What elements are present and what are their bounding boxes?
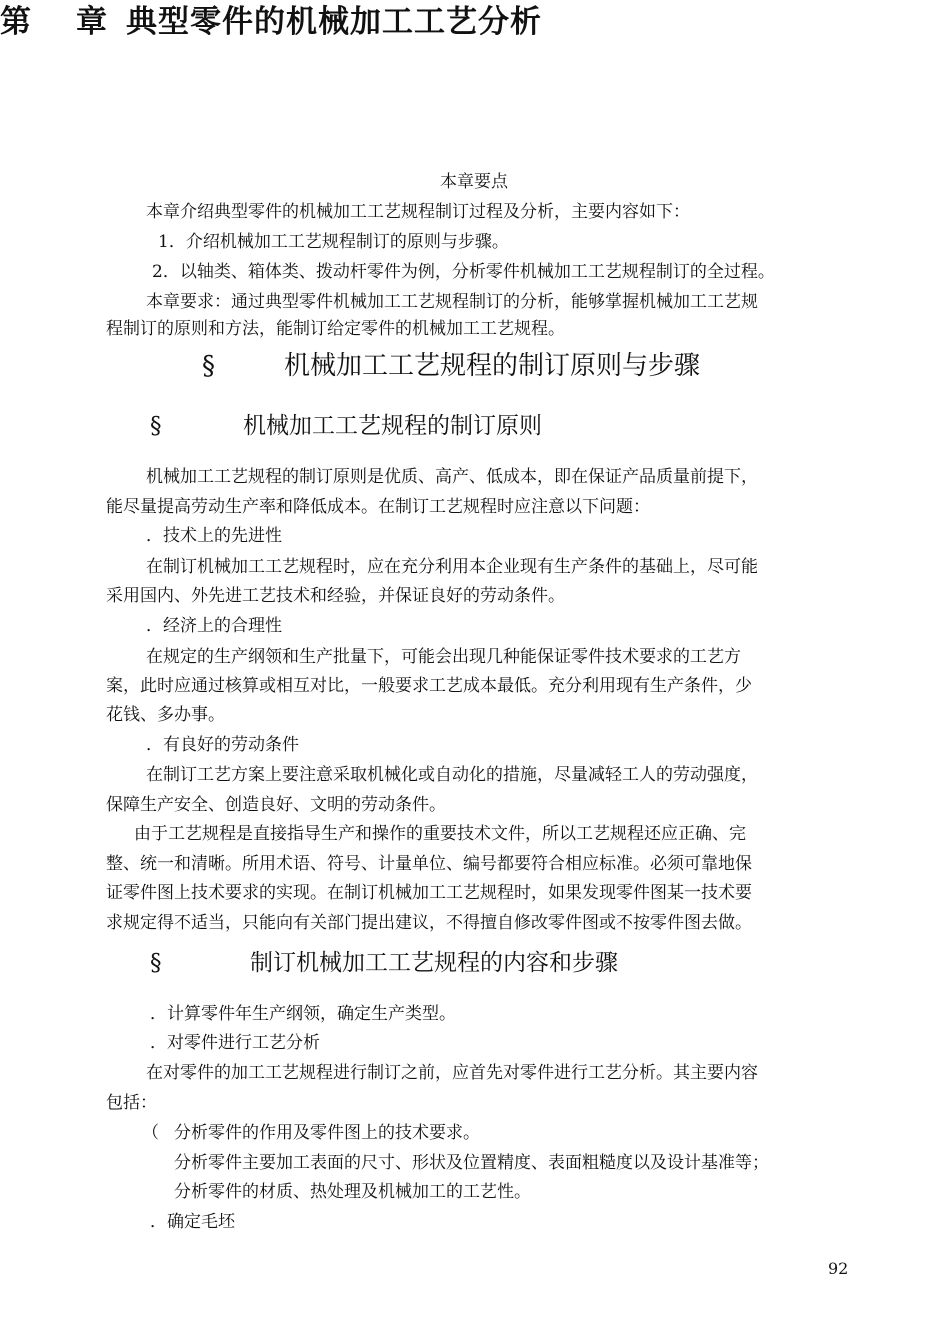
principle-1-line-2: 采用国内、外先进工艺技术和经验，并保证良好的劳动条件。 xyxy=(106,586,565,606)
chapter-title-text: 典型零件的机械加工工艺分析 xyxy=(126,4,542,40)
analysis-item-1: 分析零件的作用及零件图上的技术要求。 xyxy=(174,1123,480,1143)
section-1-2-mark: § xyxy=(150,950,162,976)
key-points-heading: 本章要点 xyxy=(440,172,508,192)
principle-paragraph-line-2: 能尽量提高劳动生产率和降低成本。在制订工艺规程时应注意以下问题： xyxy=(106,497,650,517)
standards-paragraph-line-2: 整、统一和清晰。所用术语、符号、计量单位、编号都要符合相应标准。必须可靠地保 xyxy=(106,854,752,874)
principle-1-heading: ．技术上的先进性 xyxy=(146,526,282,546)
principle-2-line-3: 花钱、多办事。 xyxy=(106,705,225,725)
analysis-item-marker: （ xyxy=(142,1123,159,1143)
step-2-heading: ．对零件进行工艺分析 xyxy=(150,1033,320,1053)
principle-2-line-1: 在规定的生产纲领和生产批量下，可能会出现几种能保证零件技术要求的工艺方 xyxy=(146,647,741,667)
chapter-prefix: 第 xyxy=(0,4,32,40)
section-1-1-mark: § xyxy=(150,413,162,439)
step-3-heading: ．确定毛坯 xyxy=(150,1212,235,1232)
step-1: ．计算零件年生产纲领，确定生产类型。 xyxy=(150,1004,456,1024)
chapter-requirements-line-2: 程制订的原则和方法，能制订给定零件的机械加工工艺规程。 xyxy=(106,319,565,339)
principle-paragraph-line-1: 机械加工工艺规程的制订原则是优质、高产、低成本，即在保证产品质量前提下， xyxy=(146,467,758,487)
step-2-line-1: 在对零件的加工工艺规程进行制订之前，应首先对零件进行工艺分析。其主要内容 xyxy=(146,1063,758,1083)
section-1-title: 机械加工工艺规程的制订原则与步骤 xyxy=(284,351,701,381)
standards-paragraph-line-4: 求规定得不适当，只能向有关部门提出建议，不得擅自修改零件图或不按零件图去做。 xyxy=(106,913,752,933)
section-1-1-title: 机械加工工艺规程的制订原则 xyxy=(243,413,542,439)
chapter-requirements-line-1: 本章要求：通过典型零件机械加工工艺规程制订的分析，能够掌握机械加工工艺规 xyxy=(146,292,758,312)
section-1-2-title: 制订机械加工工艺规程的内容和步骤 xyxy=(250,950,618,976)
principle-3-line-2: 保障生产安全、创造良好、文明的劳动条件。 xyxy=(106,795,446,815)
standards-paragraph-line-3: 证零件图上技术要求的实现。在制订机械加工工艺规程时，如果发现零件图某一技术要 xyxy=(106,883,752,903)
standards-paragraph-line-1: 由于工艺规程是直接指导生产和操作的重要技术文件，所以工艺规程还应正确、完 xyxy=(134,824,746,844)
analysis-item-2: 分析零件主要加工表面的尺寸、形状及位置精度、表面粗糙度以及设计基准等； xyxy=(174,1153,769,1173)
principle-3-line-1: 在制订工艺方案上要注意采取机械化或自动化的措施，尽量减轻工人的劳动强度， xyxy=(146,765,758,785)
principle-2-heading: ．经济上的合理性 xyxy=(146,616,282,636)
key-points-item-1: 1．介绍机械加工工艺规程制订的原则与步骤。 xyxy=(158,232,509,252)
analysis-item-3: 分析零件的材质、热处理及机械加工的工艺性。 xyxy=(174,1182,531,1202)
chapter-title xyxy=(0,0,950,44)
principle-2-line-2: 案，此时应通过核算或相互对比，一般要求工艺成本最低。充分利用现有生产条件，少 xyxy=(106,676,752,696)
principle-1-line-1: 在制订机械加工工艺规程时，应在充分利用本企业现有生产条件的基础上，尽可能 xyxy=(146,557,758,577)
section-1-mark: § xyxy=(202,351,215,381)
principle-3-heading: ．有良好的劳动条件 xyxy=(146,735,299,755)
step-2-line-2: 包括： xyxy=(106,1093,157,1113)
chapter-suffix: 章 xyxy=(76,4,108,40)
key-points-item-2: 2．以轴类、箱体类、拨动杆零件为例，分析零件机械加工工艺规程制订的全过程。 xyxy=(152,262,775,282)
page-number: 92 xyxy=(828,1259,849,1278)
key-points-intro: 本章介绍典型零件的机械加工工艺规程制订过程及分析，主要内容如下： xyxy=(146,202,690,222)
